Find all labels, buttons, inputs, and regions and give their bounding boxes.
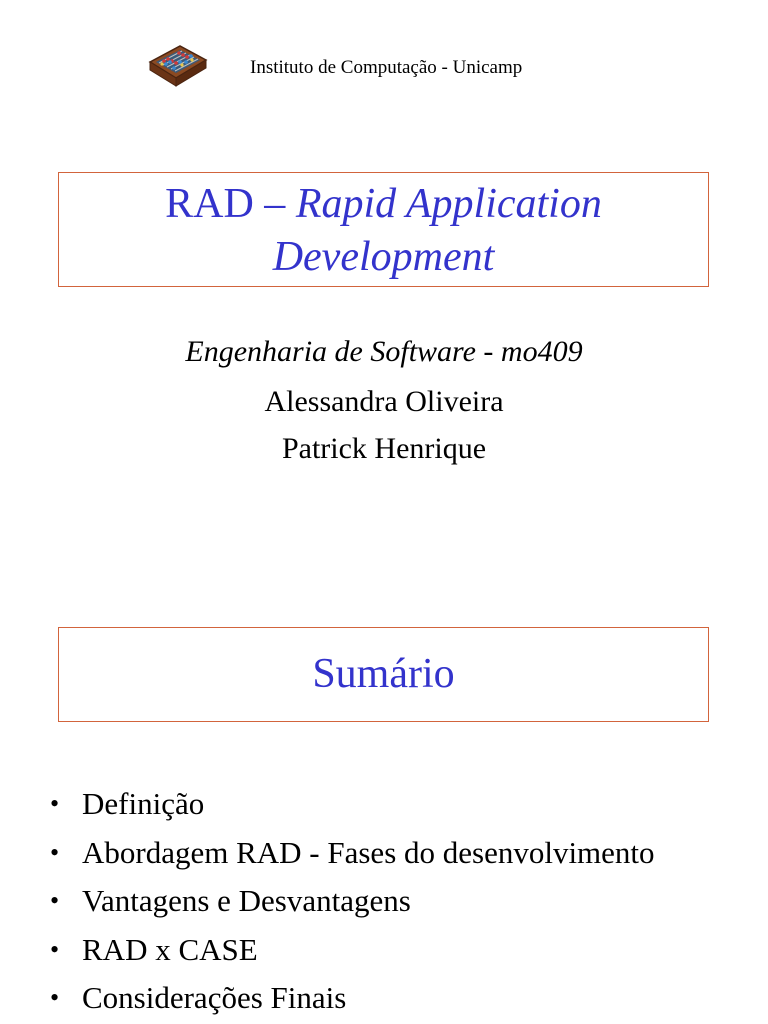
list-item-text: Definição <box>82 786 205 821</box>
list-item <box>50 877 655 926</box>
title-box <box>58 172 709 287</box>
list-item-text: RAD x CASE <box>82 931 258 967</box>
summary-list <box>50 780 655 1023</box>
bullet-icon: • <box>50 789 60 818</box>
institute-name: Instituto de Computação - Unicamp <box>250 57 523 78</box>
list-item <box>50 829 655 878</box>
bullet-icon: • <box>50 934 60 964</box>
title-acronym: RAD – <box>165 181 296 227</box>
course-name: Engenharia de Software - mo409 <box>185 335 583 368</box>
author-name: Patrick Henrique <box>281 432 487 465</box>
list-item-text: Considerações Finais <box>82 980 347 1015</box>
list-item <box>50 974 655 1023</box>
title-italic-1: Rapid Application <box>295 181 602 227</box>
bullet-icon: • <box>50 886 60 915</box>
bullet-icon: • <box>50 837 60 867</box>
summary-heading: Sumário <box>312 651 455 697</box>
title-line-1 <box>59 178 708 231</box>
list-item-text: Abordagem RAD - Fases do desenvolvimento <box>82 834 655 870</box>
list-item <box>50 926 655 975</box>
abacus-icon <box>146 40 208 98</box>
author-name: Alessandra Oliveira <box>264 385 504 418</box>
list-item <box>50 780 655 829</box>
summary-heading-box <box>58 627 709 722</box>
list-item-text: Vantagens e Desvantagens <box>82 883 411 918</box>
title-line-2: Development <box>272 234 495 280</box>
bullet-icon: • <box>50 983 60 1012</box>
